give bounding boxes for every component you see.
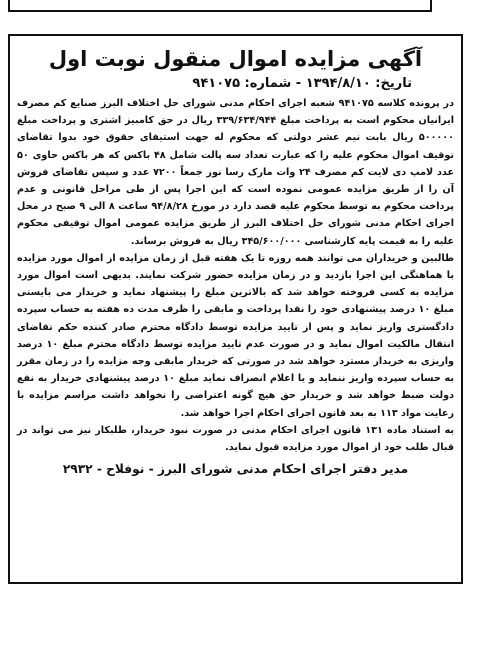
notice-signature: مدیر دفتر اجرای احکام مدنی شورای البرز - نوفلاح - ۲۹۳۲ (62, 462, 409, 477)
notice-paragraph-article-131: به استناد ماده ۱۳۱ قانون اجرای احکام مدنی در صورت نبود خریدار، طلبکار نیز می تواند در قبال طلب خود از اموال مورد مزایده قبول نماید. (17, 424, 454, 454)
notice-date-number: تاریخ: ۱۳۹۴/۸/۱۰ - شماره: ۹۴۱۰۷۵ (192, 76, 412, 91)
notice-title: آگهی مزایده اموال منقول نوبت اول (48, 47, 423, 71)
notice-paragraph-terms: طالبین و خریداران می توانند همه روزه تا یک هفته قبل از زمان مزایده از اموال مورد مزایده با هماهنگی این اجرا بازدید و در زمان مزایده حضور شرکت نمایند. بدیهی است اموال مورد مزایده به کسی فروخته خواهد شد که بالاترین مبلغ را پیشنهاد نماید و خریدار می بایستی مبلغ ۱۰ درصد پیشنهادی خود را نقدا پرداخت و مابقی را ظرف مدت ده هفته به حساب سپرده دادگستری واریز نماید و پس از تایید مزایده توسط دادگاه محترم صادر کننده حکم تقاضای انتقال مالکیت اموال نماید و در صورت عدم تایید مزایده توسط دادگاه محترم مبلغ ۱۰ درصد واریزی به خریدار مسترد خواهد شد در صورتی که خریدار مابقی وجه مزایده را در زمان مقرر به حساب سپرده واریز ننماید و یا اعلام انصراف نماید مبلغ ۱۰ درصد پیشنهادی خریدار به نفع دولت ضبط خواهد شد و خریدار حق هیچ گونه اعتراضی را نخواهد داشت مراسم مزایده با رعایت مواد ۱۱۳ به بعد قانون اجرای احکام اجرا خواهد شد. (17, 252, 455, 419)
notice-paragraph-case: در پرونده کلاسه ۹۴۱۰۷۵ شعبه اجرای احکام مدنی شورای حل اختلاف البرز صنایع کم مصرف ایرانیان محکوم است به پرداخت مبلغ ۳۳۹/۶۳۴/۹۴۴ ریال در حق کامبیز اشتری و پرداخت مبلغ ۵۰۰۰۰۰ ریال بابت نیم عشر دولتی که محکوم له جهت استیفای حقوق خود بدوا تقاضای توقیف اموال محکوم علیه را که عبارت تعداد سه پالت شامل ۴۸ باکس که هر باکس حاوی ۵۰ عدد لامپ دی لایت کم مصرف ۲۴ وات مارک رسا نور جمعاً ۷۲۰۰ عدد و سپس تقاضای فروش آن را از طریق مزایده عمومی نموده است که این اجرا پس از طی مراحل قانونی و عدم پرداخت محکوم به توسط محکوم علیه قصد دارد در مورخ ۹۴/۸/۲۸ ساعت ۸ الی ۹ صبح در محل اجرای احکام مدنی شورای حل اختلاف البرز از طریق مزایده عمومی اموال توقیفی محکوم علیه را به قیمت پایه کارشناسی ۳۴۵/۶۰۰/۰۰۰ ریال به فروش برساند. (17, 98, 455, 247)
auction-notice (8, 34, 463, 584)
previous-notice-border (8, 0, 432, 12)
